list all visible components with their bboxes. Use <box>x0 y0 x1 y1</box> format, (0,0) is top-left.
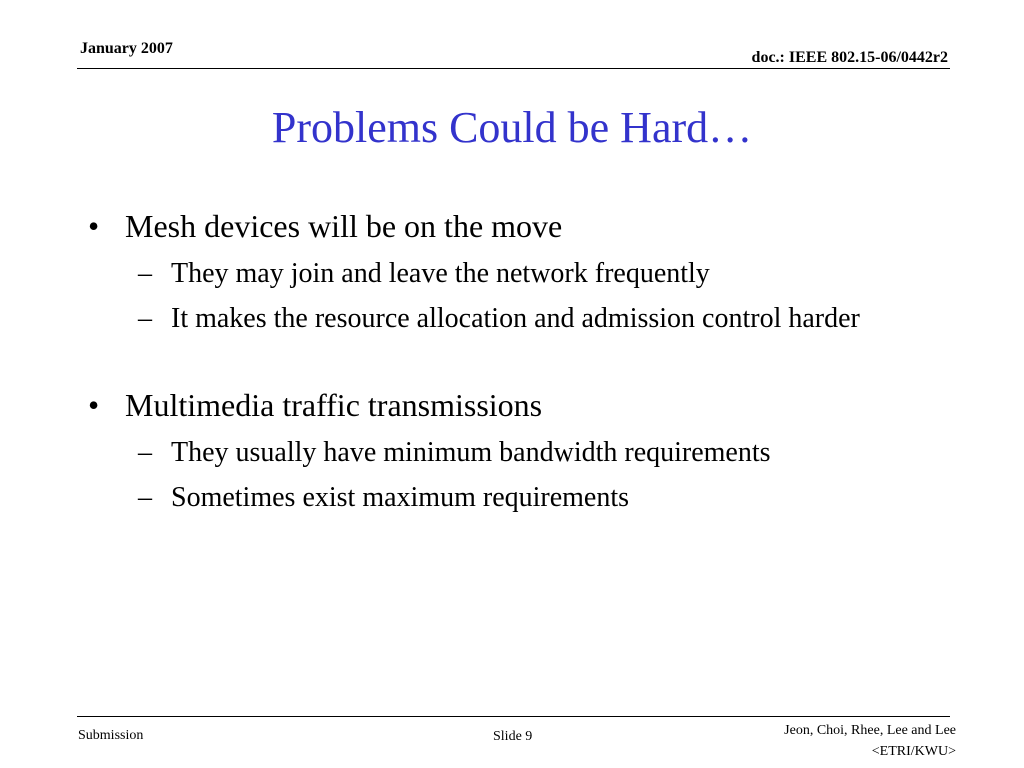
footer-authors-affiliation: <ETRI/KWU> <box>871 744 956 759</box>
footer-authors <box>656 720 956 762</box>
header-document-id: doc.: IEEE 802.15-06/0442r2 <box>751 49 948 66</box>
bullet-marker: • <box>88 208 100 244</box>
sub-bullet-marker: – <box>138 258 152 289</box>
sub-bullet-marker: – <box>138 482 152 513</box>
sub-bullet-text: They usually have minimum bandwidth requirements <box>171 437 771 468</box>
sub-bullet-marker: – <box>138 303 152 334</box>
bullet-text: Multimedia traffic transmissions <box>125 387 543 423</box>
slide-title: Problems Could be Hard… <box>271 103 753 152</box>
sub-bullet-text: It makes the resource allocation and admission control harder <box>171 303 860 334</box>
header-date: January 2007 <box>80 40 173 57</box>
footer-authors-names: Jeon, Choi, Rhee, Lee and Lee <box>784 723 956 738</box>
sub-bullet-text: Sometimes exist maximum requirements <box>171 482 630 513</box>
footer-submission: Submission <box>78 728 144 743</box>
footer-divider <box>77 716 950 717</box>
footer-slide-number: Slide 9 <box>493 729 533 744</box>
sub-bullet-text: They may join and leave the network frequently <box>171 258 710 289</box>
bullet-text: Mesh devices will be on the move <box>125 208 563 244</box>
sub-bullet-marker: – <box>138 437 152 468</box>
bullet-marker: • <box>88 387 100 423</box>
